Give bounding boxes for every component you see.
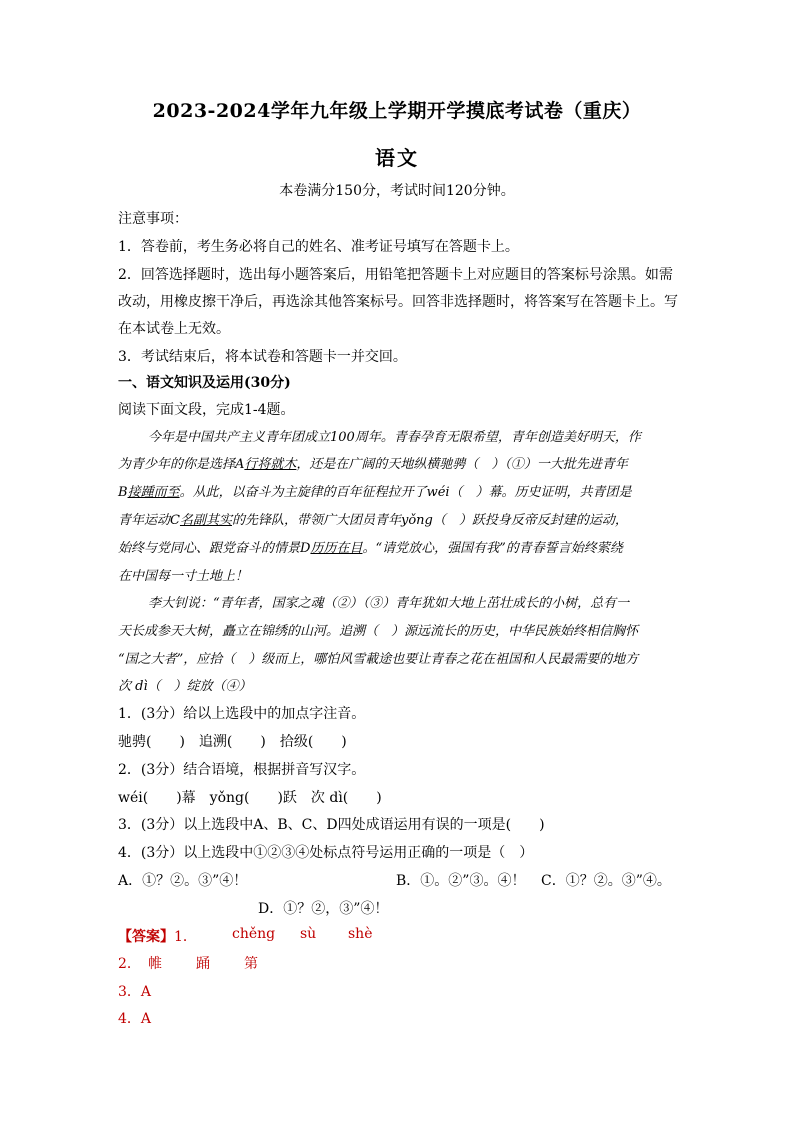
answer-1-value-2: sù: [300, 926, 317, 942]
passage-p1-line-2: [118, 453, 678, 472]
answer-4: 4．A: [118, 1011, 152, 1027]
note-item-1: 1．答卷前，考生务必将自己的姓名、准考证号填写在答题卡上。: [118, 239, 519, 255]
question-1: 1．(3分）给以上选段中的加点字注音。: [118, 706, 366, 722]
passage-text: 始终与党同心、跟党奋斗的情景D: [118, 541, 311, 556]
passage-p2-line-1: 李大钊说：“青年者，国家之魂（②）（③）青年犹如大地上茁壮成长的小树，总有一: [148, 596, 630, 611]
question-4: 4．(3分）以上选段中①②③④处标点符号运用正确的一项是（ ）: [118, 845, 534, 861]
option-b: B．①。②”③。④！: [396, 873, 526, 889]
answer-3: 3．A: [118, 984, 152, 1000]
question-3: 3．(3分）以上选段中A、B、C、D四处成语运用有误的一项是( ): [118, 817, 545, 833]
note-item-2-line-2: 改动，用橡皮擦干净后，再选涂其他答案标号。回答非选择题时，将答案写在答题卡上。写: [118, 294, 678, 310]
passage-p1-line-3: [118, 481, 678, 500]
subject-title: 语文: [375, 146, 419, 170]
answer-2-value-2: 踊: [196, 956, 210, 972]
option-c: C．①？②。③”④。: [541, 873, 671, 889]
note-item-2-line-1: 2．回答选择题时，选出每小题答案后，用铅笔把答题卡上对应题目的答案标号涂黑。如需: [118, 267, 673, 283]
passage-text: 。“请党放心，强国有我”的青春誓言始终萦绕: [362, 541, 623, 556]
passage-p1-line-4: [118, 509, 678, 528]
answer-1-value-3: shè: [348, 926, 373, 942]
notes-heading: 注意事项：: [118, 211, 188, 227]
passage-text: ，还是在广阔的天地纵横驰骋（ ）（①）一大批先进青年: [296, 457, 628, 472]
passage-p2-line-3: “国之大者”，应拾（ ）级而上，哪怕风雪載途也要让青春之花在祖国和人民最需要的地方: [118, 652, 639, 667]
passage-text: 为青少年的你是选择A: [118, 457, 245, 472]
passage-text: B: [118, 485, 128, 500]
answer-1-value-1: chěng: [232, 926, 276, 942]
answer-2-value-3: 第: [244, 956, 258, 972]
answer-label: 【答案】: [118, 929, 174, 945]
option-a: A．①？②。③”④！: [118, 873, 248, 889]
question-2-blanks: wéi( )幕 yǒng( )跃 次 dì( ): [118, 790, 382, 806]
option-d: D．①？②，③”④！: [258, 901, 389, 917]
passage-text: 。从此，以奋斗为主旋律的百年征程拉开了wéi（ ）幕。历史证明，共青团是: [179, 485, 632, 500]
idiom-c: 名副其实: [179, 513, 232, 528]
answer-2-number: 2．: [118, 956, 141, 972]
answer-1-number: 1．: [174, 929, 197, 945]
idiom-a: 行将就木: [244, 457, 297, 472]
passage-p2-line-2: 天长成参天大树，矗立在锦绣的山河。追溯（ ）源远流长的历史，中华民族始终相信胸怀: [118, 624, 639, 639]
note-item-3: 3．考试结束后，将本试卷和答题卡一并交回。: [118, 349, 407, 365]
passage-p2-line-4: 次 dì（ ）绽放（④）: [118, 679, 252, 694]
passage-text: 的先锋队，带领广大团员青年yǒng（ ）跃投身反帝反封建的运动，: [231, 513, 628, 528]
page-title: 2023-2024学年九年级上学期开学摸底考试卷（重庆）: [152, 100, 642, 122]
passage-p1-line-6: 在中国每一寸土地上！: [118, 569, 249, 584]
note-item-2-line-3: 在本试卷上无效。: [118, 321, 230, 337]
passage-text: 青年运动C: [118, 513, 180, 528]
answer-1-row: [118, 926, 197, 946]
exam-info: 本卷满分150分，考试时间120分钟。: [279, 183, 515, 199]
passage-p1-line-1: 今年是中国共产主义青年团成立100周年。青春孕育无限希望，青年创造美好明天，作: [148, 430, 641, 445]
answer-2-value-1: 帷: [148, 956, 162, 972]
question-1-blanks: 驰骋( ) 追溯( ) 拾级( ): [118, 734, 347, 750]
passage-p1-line-5: [118, 537, 678, 556]
section-heading: 一、语文知识及运用(30分): [118, 375, 291, 391]
section-instruction: 阅读下面文段，完成1-4题。: [118, 402, 295, 418]
question-2: 2．(3分）结合语境，根据拼音写汉字。: [118, 762, 366, 778]
idiom-b: 接踵而至: [127, 485, 180, 500]
idiom-d: 历历在目: [310, 541, 363, 556]
